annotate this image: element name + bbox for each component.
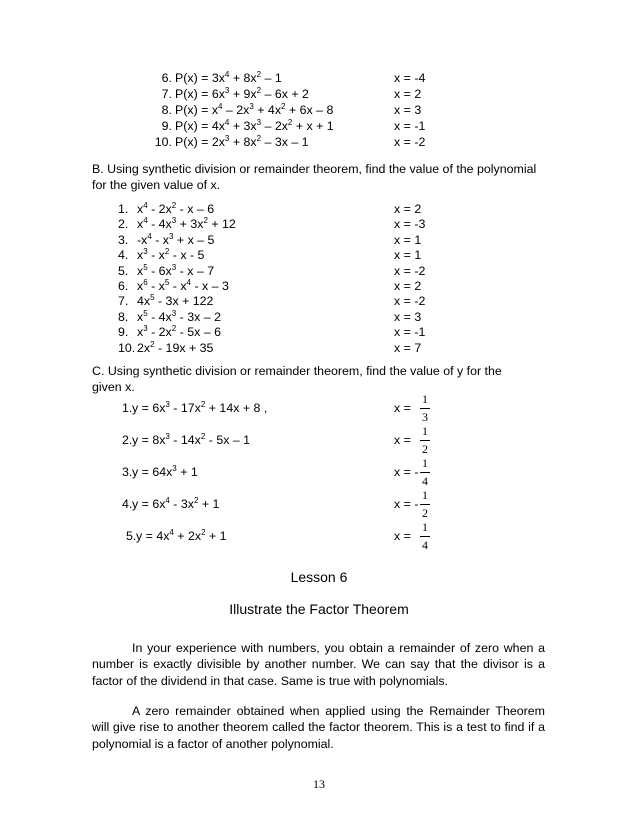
exponent: 2	[200, 400, 206, 409]
expression-text: + x – 5	[173, 232, 215, 247]
exponent: 3	[143, 247, 148, 257]
fraction-numerator: 1	[422, 456, 428, 470]
fraction-bar	[420, 472, 430, 473]
answer: x = -1	[394, 119, 426, 133]
fraction-bar	[420, 504, 430, 505]
answer: x = -3	[394, 217, 426, 232]
exponent: 2	[287, 118, 293, 127]
expression-text: - 3x	[169, 497, 194, 511]
exponent: 3	[143, 324, 148, 334]
expression	[175, 103, 333, 117]
exponent: 2	[171, 201, 177, 210]
expression-text: + 12	[207, 217, 236, 232]
expression-text: - x – 6	[176, 202, 215, 216]
answer: x = -4	[394, 71, 426, 85]
exponent: 4	[224, 70, 230, 79]
expression-text: + 3x	[229, 119, 257, 133]
exponent: 2	[281, 102, 286, 111]
section-b-heading-line1: B. Using synthetic division or remainder theorem, find the value of the polynomial	[92, 162, 537, 176]
expression-text: - x	[151, 232, 169, 247]
expression-text: - x – 7	[176, 263, 215, 278]
expression-text: + 4x	[253, 103, 282, 117]
expression-text: - 3x + 122	[154, 294, 214, 309]
expression-text: P(x) = 6x	[175, 87, 225, 101]
expression-text: P(x) = 4x	[175, 119, 225, 133]
item-number: 9.	[118, 325, 129, 340]
fraction-numerator: 1	[422, 424, 428, 438]
answer-prefix: x =	[394, 529, 411, 543]
expression	[175, 135, 309, 149]
equation	[136, 530, 227, 542]
paragraph-2-text: A zero remainder obtained when applied using the Remainder Theorem will give rise to another theorem called the factor theorem. This is a test to find if a polynomial is a factor of another polynomial.	[92, 704, 545, 751]
equation	[132, 466, 198, 478]
section-b-heading-line2: for the given value of x.	[92, 178, 221, 192]
expression-text: x	[137, 325, 144, 340]
item-number: 4.	[118, 248, 129, 263]
exponent: 2	[256, 86, 262, 95]
polynomial	[137, 249, 204, 261]
section-c-heading-line2: given x.	[92, 380, 135, 394]
expression-text: - 3x – 2	[176, 309, 221, 324]
fraction-numerator: 1	[422, 392, 428, 406]
equation	[132, 434, 250, 446]
item-number: 5.	[126, 529, 137, 543]
exponent: 2	[256, 70, 262, 79]
expression-text: – 2x	[222, 103, 250, 117]
expression-text: x	[137, 263, 144, 278]
section-c-heading-line1: C. Using synthetic division or remainder theorem, find the value of y for the	[92, 364, 502, 378]
equation	[132, 498, 219, 510]
item-number: 8.	[161, 103, 172, 117]
expression	[132, 433, 250, 447]
answer: x = 2	[394, 202, 422, 216]
expression	[132, 401, 267, 415]
expression-text: + 3x	[176, 217, 204, 232]
answer: x = 1	[394, 248, 422, 263]
exponent: 5	[143, 262, 148, 272]
lesson-title: Lesson 6	[290, 569, 348, 585]
exponent: 4	[143, 201, 148, 210]
expression	[137, 341, 213, 355]
item-number: 7.	[118, 294, 129, 309]
exponent: 3	[165, 432, 170, 441]
expression-text: 2x	[137, 340, 151, 355]
item-number: 7.	[161, 87, 172, 101]
expression-text: - 17x	[169, 401, 201, 415]
item-number: 1.	[118, 202, 129, 216]
expression-text: + x + 1	[292, 119, 334, 133]
exponent: 4	[186, 278, 191, 287]
item-number: 6.	[118, 279, 129, 293]
fraction-denominator: 4	[422, 538, 428, 552]
polynomial	[137, 326, 221, 338]
answer: x = -1	[394, 325, 426, 340]
expression-text: - 6x	[147, 263, 172, 278]
expression	[137, 279, 229, 293]
expression	[175, 119, 334, 133]
expression-text: – 1	[261, 71, 282, 85]
exponent: 2	[150, 339, 155, 349]
expression-text: - 5x – 6	[176, 325, 221, 340]
exponent: 6	[143, 278, 148, 287]
exponent: 2	[256, 134, 262, 143]
polynomial	[175, 136, 309, 148]
answer-prefix: x =	[394, 433, 411, 447]
expression-text: P(x) = 2x	[175, 135, 225, 149]
expression	[132, 497, 219, 511]
exponent: 3	[224, 134, 230, 143]
expression-text: + 1	[198, 497, 220, 511]
fraction-denominator: 4	[422, 474, 428, 488]
fraction-denominator: 2	[422, 442, 428, 456]
paragraph-1	[92, 640, 545, 689]
expression-text: - x	[169, 279, 187, 293]
exponent: 4	[224, 118, 230, 127]
expression-text: x	[137, 217, 144, 232]
expression-text: - 2x	[147, 325, 172, 340]
exponent: 4	[143, 216, 148, 226]
answer-prefix: x =	[394, 401, 411, 415]
expression-text: - 4x	[147, 217, 172, 232]
answer: x = 1	[394, 232, 422, 247]
exponent: 4	[218, 102, 223, 111]
item-number: 1.	[122, 401, 133, 415]
polynomial	[137, 218, 236, 230]
item-number: 2.	[118, 217, 129, 232]
exponent: 3	[169, 231, 174, 241]
expression	[137, 217, 236, 231]
expression-text: - x	[147, 279, 165, 293]
page-number: 13	[313, 777, 325, 791]
item-number: 5.	[118, 263, 129, 278]
fraction-bar	[420, 440, 430, 441]
exponent: 2	[193, 496, 199, 505]
polynomial	[175, 104, 333, 116]
exponent: 3	[171, 216, 177, 226]
fraction-denominator: 2	[422, 506, 428, 520]
answer: x = 3	[394, 309, 422, 324]
fraction-denominator: 3	[422, 410, 428, 424]
exponent: 3	[171, 262, 177, 272]
expression-text: + 9x	[229, 87, 257, 101]
polynomial	[137, 339, 214, 355]
exponent: 5	[164, 278, 170, 287]
expression-text: y = 6x	[132, 401, 166, 415]
exponent: 3	[171, 308, 177, 318]
expression	[137, 294, 213, 308]
item-number: 9.	[161, 119, 172, 133]
exponent: 4	[147, 231, 152, 241]
expression-text: - 19x + 35	[154, 340, 214, 355]
item-number: 10.	[154, 135, 172, 149]
exponent: 3	[165, 400, 170, 409]
exponent: 2	[201, 528, 206, 537]
polynomial	[175, 120, 334, 132]
exponent: 3	[256, 118, 262, 127]
expression-text: - 2x	[147, 202, 172, 216]
expression-text: x	[137, 279, 144, 293]
lesson-subtitle: Illustrate the Factor Theorem	[229, 601, 409, 617]
item-number: 10.	[118, 340, 136, 355]
expression-text: - x	[147, 248, 165, 263]
exponent: 2	[164, 247, 170, 257]
expression	[137, 325, 221, 339]
expression-text: + 1	[176, 465, 198, 479]
expression	[132, 465, 198, 479]
answer: x = 2	[394, 279, 422, 293]
exponent: 5	[150, 293, 155, 303]
polynomial	[175, 72, 282, 84]
exponent: 4	[169, 528, 174, 537]
expression-text: - x - 5	[169, 248, 205, 263]
item-number: 6.	[161, 71, 172, 85]
exponent: 3	[224, 86, 230, 95]
expression	[137, 202, 214, 216]
paragraph-2	[92, 703, 545, 752]
expression	[137, 310, 221, 324]
expression-text: - 14x	[169, 433, 201, 447]
answer: x = 2	[394, 87, 422, 101]
polynomial	[137, 203, 214, 215]
expression-text: 4x	[137, 294, 151, 309]
polynomial	[137, 262, 215, 278]
expression-text: - 4x	[147, 309, 172, 324]
item-number: 3.	[122, 465, 133, 479]
exponent: 2	[200, 432, 206, 441]
expression	[137, 248, 204, 262]
expression-text: y = 64x	[132, 465, 173, 479]
exponent: 2	[171, 324, 177, 334]
expression-text: + 1	[205, 529, 227, 543]
answer: x = 3	[394, 103, 422, 117]
expression	[137, 264, 214, 278]
polynomial	[137, 308, 221, 324]
answer-prefix: x = -	[394, 465, 419, 479]
exponent: 3	[172, 464, 177, 473]
answer: x = 7	[394, 340, 422, 355]
expression-text: -x	[137, 232, 148, 247]
expression-text: – 2x	[261, 119, 288, 133]
expression-text: + 8x	[229, 135, 257, 149]
answer: x = -2	[394, 135, 426, 149]
paragraph-1-text: In your experience with numbers, you obtain a remainder of zero when a number is exactly divisible by another number. We can say that the divisor is a factor of the dividend in that case. Same is true with polynomials.	[92, 641, 545, 688]
polynomial	[137, 280, 229, 292]
expression-text: P(x) = x	[175, 103, 219, 117]
answer: x = -2	[394, 294, 426, 309]
expression-text: - x – 3	[191, 279, 229, 293]
item-number: 3.	[118, 232, 129, 247]
fraction-numerator: 1	[422, 488, 428, 502]
polynomial	[175, 88, 309, 100]
expression-text: - 5x – 1	[205, 433, 251, 447]
expression-text: x	[137, 309, 144, 324]
exponent: 3	[249, 102, 254, 111]
answer: x = -2	[394, 263, 426, 278]
fraction-numerator: 1	[422, 520, 428, 534]
expression-text: x	[137, 202, 144, 216]
expression-text: + 6x – 8	[285, 103, 334, 117]
polynomial	[137, 231, 215, 247]
expression-text: x	[137, 248, 144, 263]
expression-text: – 6x + 2	[261, 87, 309, 101]
expression-text: y = 4x	[136, 529, 170, 543]
exponent: 5	[143, 308, 148, 318]
exponent: 2	[203, 216, 208, 226]
expression-text: – 3x – 1	[261, 135, 309, 149]
exponent: 4	[165, 496, 170, 505]
expression-text: + 8x	[229, 71, 257, 85]
item-number: 4.	[122, 497, 133, 511]
expression-text: y = 8x	[132, 433, 166, 447]
expression	[175, 87, 309, 101]
fraction-bar	[420, 536, 430, 537]
expression-text: + 2x	[173, 529, 202, 543]
expression-text: y = 6x	[132, 497, 166, 511]
expression-text: P(x) = 3x	[175, 71, 225, 85]
expression-text: + 14x + 8 ,	[205, 401, 268, 415]
expression	[137, 233, 214, 247]
equation	[132, 402, 267, 414]
expression	[136, 529, 227, 543]
answer-prefix: x = -	[394, 497, 419, 511]
item-number: 8.	[118, 309, 129, 324]
polynomial	[137, 295, 213, 307]
expression	[175, 71, 282, 85]
item-number: 2.	[122, 433, 133, 447]
fraction-bar	[420, 408, 430, 409]
